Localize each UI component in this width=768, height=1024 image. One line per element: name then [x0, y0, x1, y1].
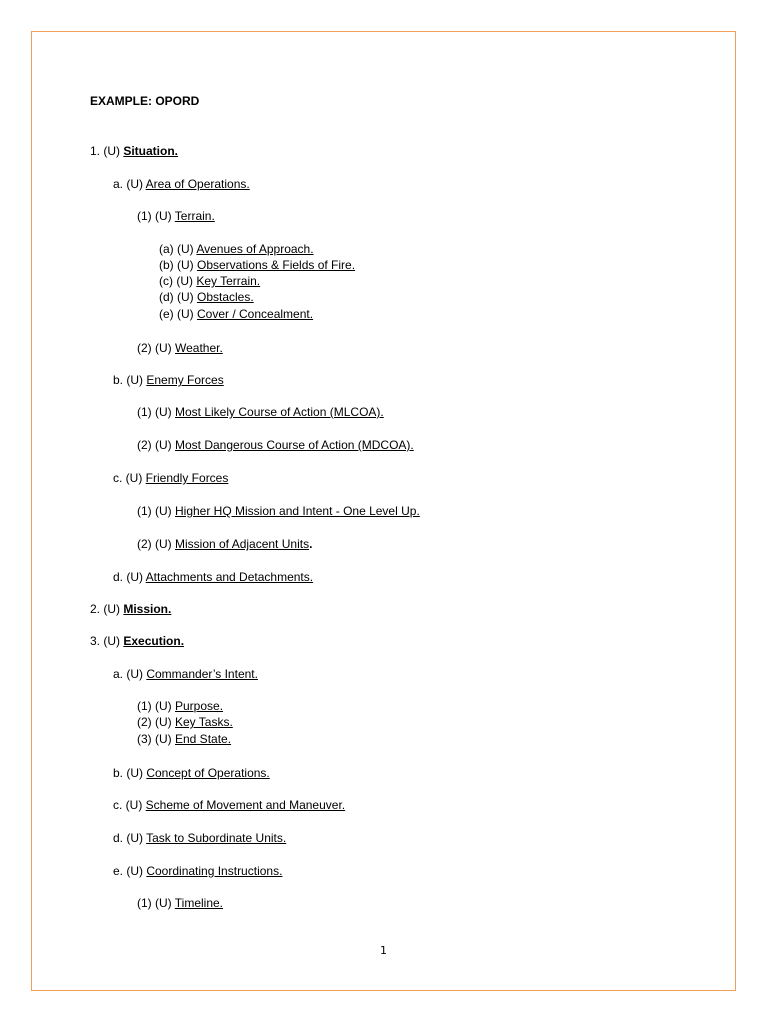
item-label: Mission of Adjacent Units	[175, 537, 310, 551]
item-label: Avenues of Approach.	[196, 242, 314, 256]
item-label: Key Terrain.	[196, 274, 261, 288]
item-label: Scheme of Movement and Maneuver.	[145, 798, 346, 812]
item-prefix: (2) (U)	[137, 438, 175, 452]
outline-item-coordinating-instructions	[113, 864, 282, 878]
item-prefix: b. (U)	[113, 766, 147, 780]
item-prefix: c. (U)	[113, 471, 146, 485]
item-label: Higher HQ Mission and Intent - One Level Up.	[175, 504, 420, 518]
item-prefix: (1) (U)	[137, 504, 175, 518]
item-label: Timeline.	[174, 896, 224, 910]
outline-item-situation	[90, 144, 178, 158]
item-label: Most Dangerous Course of Action (MDCOA).	[175, 438, 414, 452]
item-prefix: (b) (U)	[159, 258, 197, 272]
outline-item-adjacent-units	[137, 537, 312, 551]
item-label: Most Likely Course of Action (MLCOA).	[175, 405, 384, 419]
item-prefix: (1) (U)	[137, 405, 175, 419]
item-prefix: (1) (U)	[137, 896, 175, 910]
item-prefix: (c) (U)	[159, 274, 197, 288]
item-prefix: 1. (U)	[90, 144, 124, 158]
outline-item-end-state	[137, 732, 231, 746]
item-label: End State.	[175, 732, 232, 746]
item-label: Obstacles.	[197, 290, 254, 304]
outline-item-observations-fields-of-fire	[159, 258, 355, 272]
item-label: Enemy Forces	[146, 373, 224, 387]
item-label: Concept of Operations.	[146, 766, 270, 780]
outline-item-mlcoa	[137, 405, 384, 419]
item-label: Weather.	[175, 341, 223, 355]
item-prefix: d. (U)	[113, 570, 146, 584]
item-prefix: (e) (U)	[159, 307, 197, 321]
item-prefix: 2. (U)	[90, 602, 124, 616]
outline-item-avenues-of-approach	[159, 242, 314, 256]
item-prefix: a. (U)	[113, 667, 147, 681]
item-label: Terrain.	[174, 209, 215, 223]
item-label: Observations & Fields of Fire.	[197, 258, 356, 272]
item-prefix: c. (U)	[113, 798, 146, 812]
outline-item-purpose	[137, 699, 223, 713]
item-prefix: e. (U)	[113, 864, 147, 878]
item-suffix: .	[309, 537, 313, 551]
outline-item-key-tasks	[137, 715, 233, 729]
item-prefix: (3) (U)	[137, 732, 175, 746]
item-prefix: (a) (U)	[159, 242, 197, 256]
item-label: Purpose.	[175, 699, 224, 713]
item-prefix: b. (U)	[113, 373, 147, 387]
item-prefix: 3. (U)	[90, 634, 124, 648]
outline-item-mdcoa	[137, 438, 414, 452]
item-label: Mission.	[123, 602, 172, 616]
item-prefix: (1) (U)	[137, 699, 175, 713]
item-label: Attachments and Detachments.	[145, 570, 314, 584]
item-prefix: (1) (U)	[137, 209, 175, 223]
item-prefix: a. (U)	[113, 177, 146, 191]
item-label: Commander’s Intent.	[146, 667, 258, 681]
item-label: Execution.	[123, 634, 185, 648]
outline-item-task-to-subordinate-units	[113, 831, 286, 845]
item-label: Key Tasks.	[175, 715, 233, 729]
outline-item-attachments	[113, 570, 313, 584]
outline-item-obstacles	[159, 290, 254, 304]
outline-item-area-of-operations	[113, 177, 250, 191]
outline-item-commanders-intent	[113, 667, 258, 681]
item-label: Coordinating Instructions.	[146, 864, 283, 878]
item-prefix: d. (U)	[113, 831, 147, 845]
item-prefix: (2) (U)	[137, 537, 175, 551]
outline-item-higher-hq-mission	[137, 504, 420, 518]
outline-item-terrain	[137, 209, 215, 223]
item-prefix: (2) (U)	[137, 341, 175, 355]
item-label: Friendly Forces	[145, 471, 229, 485]
outline-item-friendly-forces	[113, 471, 228, 485]
item-label: Situation.	[123, 144, 179, 158]
item-prefix: (2) (U)	[137, 715, 175, 729]
outline-item-scheme-of-movement	[113, 798, 345, 812]
outline-item-timeline	[137, 896, 223, 910]
item-label: Cover / Concealment.	[197, 307, 314, 321]
page-number: 1	[380, 944, 387, 957]
outline-item-concept-of-operations	[113, 766, 270, 780]
outline-item-key-terrain	[159, 274, 260, 288]
item-label: Area of Operations.	[145, 177, 250, 191]
document-title: EXAMPLE: OPORD	[90, 94, 200, 108]
outline-item-execution	[90, 634, 184, 648]
outline-item-enemy-forces	[113, 373, 224, 387]
outline-item-weather	[137, 341, 223, 355]
item-label: Task to Subordinate Units.	[146, 831, 287, 845]
item-prefix: (d) (U)	[159, 290, 197, 304]
outline-item-mission	[90, 602, 171, 616]
outline-item-cover-concealment	[159, 307, 313, 321]
